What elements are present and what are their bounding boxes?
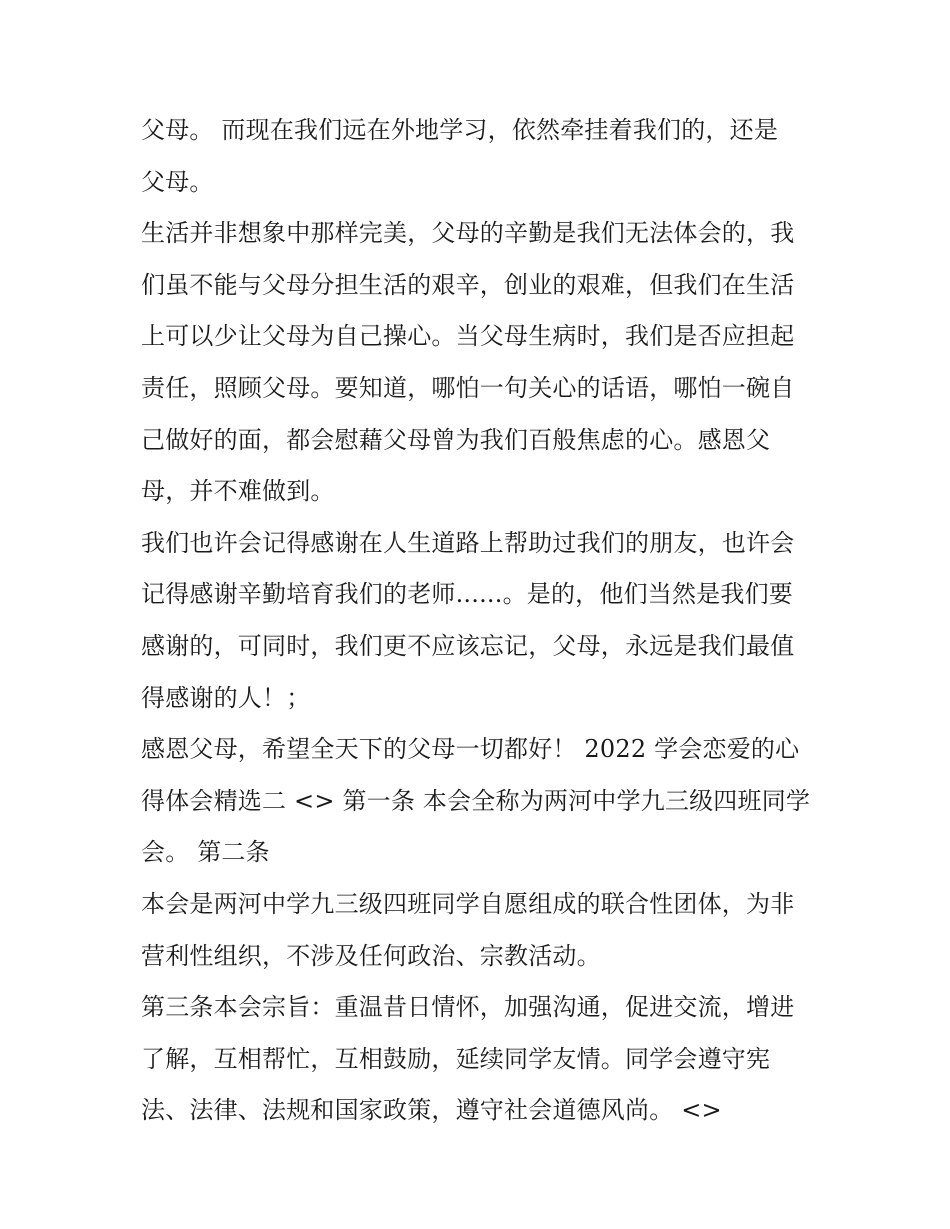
text-line: 们虽不能与父母分担生活的艰辛，创业的艰难，但我们在生活 bbox=[141, 270, 795, 299]
text-line: 会。 第二条 bbox=[141, 838, 270, 867]
text-line: 得体会精选二 <> 第一条 本会全称为两河中学九三级四班同学 bbox=[141, 786, 811, 815]
text-line: 记得感谢辛勤培育我们的老师......。是的，他们当然是我们要 bbox=[141, 580, 793, 609]
text-line: 生活并非想象中那样完美，父母的辛勤是我们无法体会的，我 bbox=[141, 219, 795, 248]
text-line: 上可以少让父母为自己操心。当父母生病时，我们是否应担起 bbox=[141, 322, 795, 351]
text-line: 父母。 bbox=[141, 167, 214, 196]
text-line: 本会是两河中学九三级四班同学自愿组成的联合性团体，为非 bbox=[141, 889, 795, 918]
text-line: 母，并不难做到。 bbox=[141, 477, 335, 506]
text-line: 父母。 而现在我们远在外地学习，依然牵挂着我们的，还是 bbox=[141, 116, 779, 144]
text-line: 第三条本会宗旨：重温昔日情怀，加强沟通，促进交流，增进 bbox=[141, 993, 795, 1022]
text-line: 营利性组织，不涉及任何政治、宗教活动。 bbox=[141, 941, 601, 970]
text-line: 得感谢的人！； bbox=[141, 683, 311, 712]
text-line: 我们也许会记得感谢在人生道路上帮助过我们的朋友，也许会 bbox=[141, 528, 795, 557]
document-body bbox=[141, 105, 821, 1137]
text-line: 感恩父母，希望全天下的父母一切都好！ 2022 学会恋爱的心 bbox=[141, 735, 800, 764]
text-line: 感谢的，可同时，我们更不应该忘记，父母，永远是我们最值 bbox=[141, 631, 795, 660]
text-line: 责任，照顾父母。要知道，哪怕一句关心的话语，哪怕一碗自 bbox=[141, 373, 795, 402]
text-line: 己做好的面，都会慰藉父母曾为我们百般焦虑的心。感恩父 bbox=[141, 425, 771, 454]
text-line: 了解，互相帮忙，互相鼓励，延续同学友情。同学会遵守宪 bbox=[141, 1044, 771, 1073]
text-line: 法、法律、法规和国家政策，遵守社会道德风尚。 <> bbox=[141, 1096, 722, 1125]
